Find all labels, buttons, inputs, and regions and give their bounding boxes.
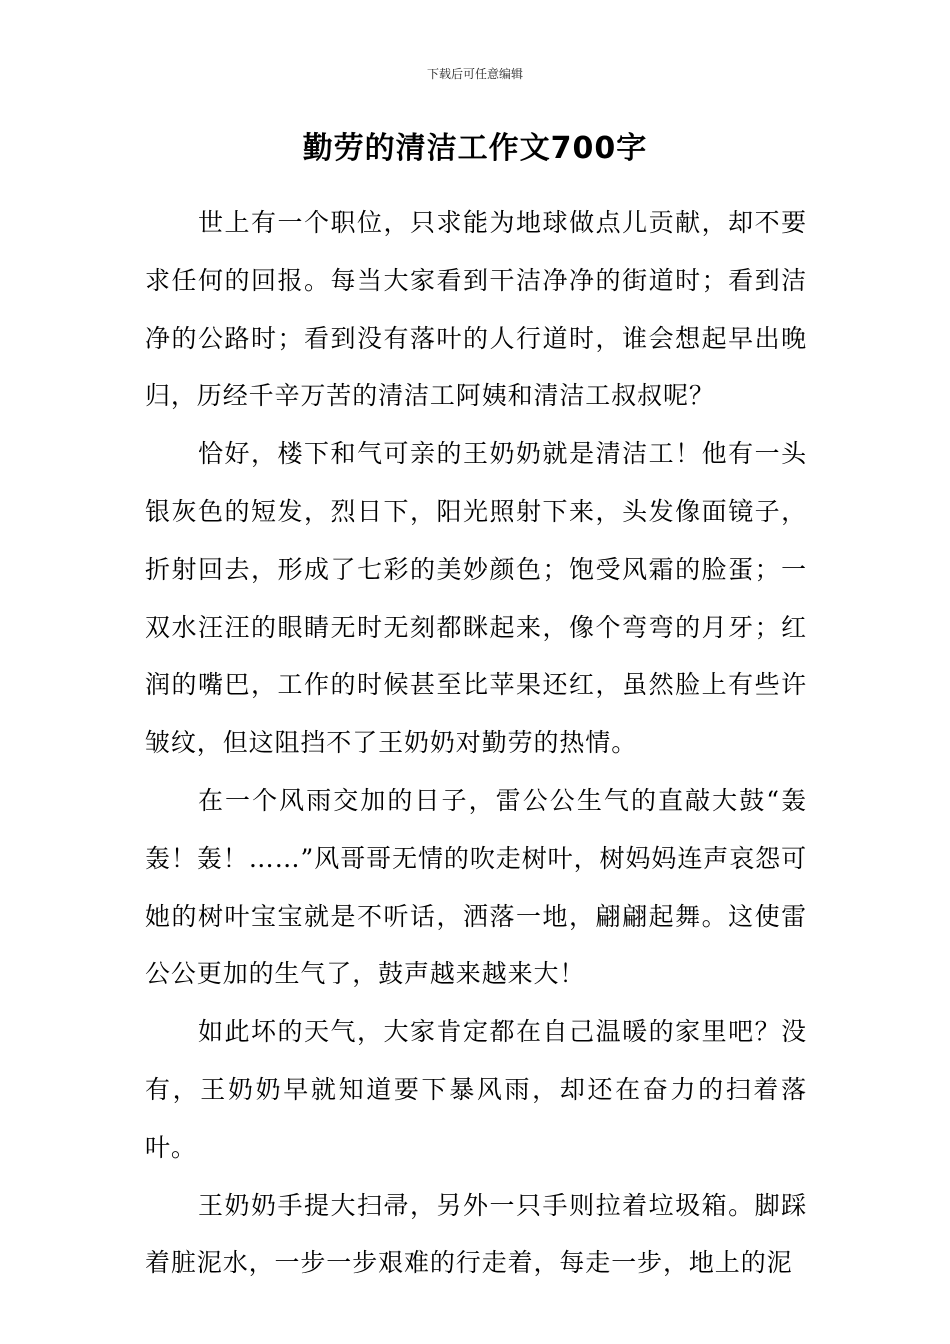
paragraph-5: 王奶奶手提大扫帚，另外一只手则拉着垃圾箱。脚踩着脏泥水，一步一步艰难的行走着，每走一步，地上的泥 [145,1190,807,1278]
paragraph-4: 如此坏的天气，大家肯定都在自己温暖的家里吧？没有，王奶奶早就知道要下暴风雨，却还在奋力的扫着落叶。 [145,1017,807,1162]
document-body [145,194,807,1292]
paragraph-2: 恰好，楼下和气可亲的王奶奶就是清洁工！他有一头银灰色的短发，烈日下，阳光照射下来，头发像面镜子，折射回去，形成了七彩的美妙颜色；饱受风霜的脸蛋；一双水汪汪的眼睛无时无刻都眯起来，像个弯弯的月牙；红润的嘴巴，工作的时候甚至比苹果还红，虽然脸上有些许皱纹，但这阻挡不了王奶奶对勤劳的热情。 [145,439,807,758]
paragraph-3: 在一个风雨交加的日子，雷公公生气的直敲大鼓“轰轰！轰！……”风哥哥无情的吹走树叶，树妈妈连声哀怨可她的树叶宝宝就是不听话，洒落一地，翩翩起舞。这使雷公公更加的生气了，鼓声越来越来大！ [145,785,807,989]
document-title: 勤劳的清洁工作文700字 [302,131,648,166]
paragraph-1: 世上有一个职位，只求能为地球做点儿贡献，却不要求任何的回报。每当大家看到干洁净净的街道时；看到洁净的公路时；看到没有落叶的人行道时，谁会想起早出晚归，历经千辛万苦的清洁工阿姨和清洁工叔叔呢？ [145,208,807,411]
header-note: 下载后可任意编辑 [426,67,523,81]
